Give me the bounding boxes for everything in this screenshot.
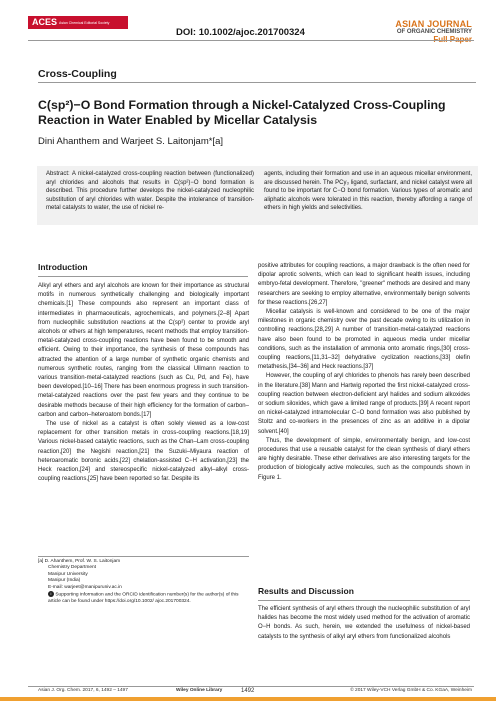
affiliation-dept: Chemistry Department <box>48 565 96 571</box>
introduction-heading: Introduction <box>38 262 88 272</box>
abstract-right-column: agents, including their formation and use in an aqueous micellar environment, are discussed herein. The PCy₃ ligand, surfactant, and nickel catalyst were all found to be important for C−O bond formation. Various types of aromatic and aliphatic alcohols were tolerated in this reaction, thereby affording a range of ethers in high yields and selectivities. <box>264 171 472 211</box>
supporting-info-icon[interactable]: i <box>48 591 54 597</box>
right-paragraph-3: However, the coupling of aryl chlorides to phenols has rarely been described in the literature.[38] Mann and Hartwig reported the first nickel-catalyzed cross-coupling reaction between electron-deficient aryl halides and sodium alkoxides or sodium silоxides, which gave a limited range of products.[39] A recent report on nickel-catalyzed intramolecular C−O bond formation was also published by Stoltz and co-workers in the presences of zinc as an additive in a dipolar solvent.[40] <box>258 373 470 435</box>
doi-label[interactable]: DOI: 10.1002/ajoc.201700324 <box>176 27 305 38</box>
affiliation-location: Manipur (India) <box>48 578 81 584</box>
page-number: 1492 <box>241 688 255 694</box>
results-heading: Results and Discussion <box>258 586 354 596</box>
abstract-left-column: Abstract: A nickel-catalyzed cross-coupling reaction between (functionalized) aryl chlorides and alcohols that results in C(sp²)−O bond formation is described. This procedure further develops the nickel-catalyzed nucleophilic substitution of aryl chlorides with water. Despite the intolerance of transition-metal catalysts to water, the use of nickel re- <box>46 171 254 211</box>
footer-divider <box>28 686 474 687</box>
right-column-body <box>258 262 470 483</box>
footer-copyright: © 2017 Wiley-VCH Verlag GmbH & Co. KGaA, Weinheim <box>350 688 472 693</box>
right-paragraph-1: positive attributes for coupling reactions, a major drawback is the often need for dipolar aprotic solvents, which can lead to significant health issues, including embryo-fetal development. Therefore, "greener" methods are desired and many researchers are seeking to employ alternative, environmentally benign solvents for these reactions.[26,27] <box>258 263 470 306</box>
introduction-body <box>38 282 249 484</box>
supporting-info-link[interactable]: ajoc.201700324. <box>155 598 191 604</box>
intro-paragraph-1: Alkyl aryl ethers and aryl alcohols are known for their importance as structural motifs in numerous synthetically challenging and biologically important chemicals.[1] These compounds also represent an important class of intermediates in pharmaceuticals, agrochemicals, and polymers.[2–8] Apart from nucleophilic substitution reactions at the C(sp²) center to provide aryl alcohols or ethers at high temperatures, recent methods that employ transition-metal-catalyzed cross-coupling reactions have been found to be smooth and efficient. Owing to their importance, the synthesis of these compounds has attracted the attention of a large number of synthetic organic chemists and numerous synthetic routes, ranging from the classical Ullmann reaction to various transition-metal-catalyzed reactions (such as Cu, Pd, and Fe), have been developed.[10–16] There has been enormous progress in such transition-metal-catalyzed reactions over the past few years and they continue to be desirable methods because of their high efficiency for the formation of carbon–carbon and carbon–heteroatom bonds.[17] <box>38 283 249 418</box>
aces-logo-text: ACES <box>32 17 58 27</box>
aces-logo <box>28 16 128 29</box>
supporting-info-note <box>38 591 249 605</box>
journal-name-line2: OF ORGANIC CHEMISTRY <box>396 29 472 35</box>
right-paragraph-2: Micellar catalysis is well-known and considered to be one of the major milestones in organic chemistry over the past decade owing to its utilization in controlling reactions.[28,29] A number of transition-metal-catalyzed reactions have also been found to be promoted in aqueous media under micellar conditions, such as the installation of ammonia onto aromatic rings,[30] cross-coupling reactions,[11,31–32] dehydrative cyclization reactions,[33] olefin metathesis,[34–36] and Heck reactions.[37] <box>258 309 470 371</box>
section-tag-divider <box>38 82 476 83</box>
footer-citation: Asian J. Org. Chem. 2017, 6, 1492 – 1497 <box>38 688 128 693</box>
affiliation-university: Manipur University <box>48 571 88 577</box>
supporting-info-text: Supporting information and the ORCID identification number(s) for the author(s) of this article can be found under https://doi.org/10.1002/ <box>48 592 239 604</box>
results-paragraph-1: The efficient synthesis of aryl ethers through the nucleophilic substitution of aryl halides has become the most widely used method for the activation of aromatic O−H bonds. As such, herein, we extended the usefulness of nickel-based catalysts to the synthesis of alkyl aryl ethers from functionalized alcohols <box>258 606 470 640</box>
journal-name-line1: ASIAN JOURNAL <box>395 19 472 29</box>
header-divider <box>28 40 474 41</box>
aces-logo-subtitle: Asian Chemical Editorial Society <box>59 20 110 25</box>
footnote-divider <box>38 556 249 557</box>
article-title: C(sp²)−O Bond Formation through a Nickel-Catalyzed Cross-Coupling Reaction in Water Enabled by Micellar Catalysis <box>38 98 446 127</box>
affiliation-authors: [a] D. Ahanthem, Prof. W. S. Laitonjam <box>38 559 121 564</box>
footer-library[interactable]: Wiley Online Library <box>176 688 223 693</box>
author-list: Dini Ahanthem and Warjeet S. Laitonjam*[a] <box>38 136 223 147</box>
section-tag: Cross-Coupling <box>38 68 117 80</box>
intro-paragraph-2: The use of nickel as a catalyst is often solely viewed as a low-cost replacement for other transition metals in cross-coupling reactions.[18,19] Various nickel-based catalytic reactions, such as the Chan–Lam cross-coupling reaction,[20] the Negishi reaction,[21] the Suzuki–Miyaura reaction of heteroaromatic boronic acids,[22] chelation-assisted C−H activation,[23] the Heck reaction,[24] and stereospecific nickel-catalyzed alkyl–alkyl cross-coupling reactions,[25] have been reported so far. Despite its <box>38 421 249 483</box>
introduction-divider <box>38 276 248 277</box>
right-paragraph-4: Thus, the development of simple, environmentally benign, and low-cost procedures that use a reusable catalyst for the clean synthesis of diaryl ethers are highly desirable. These ether derivatives are also interesting targets for the production of biologically active molecules, such as the compounds shown in Figure 1. <box>258 437 470 481</box>
affiliation-email[interactable]: E-mail: warjeet@manipuruniv.ac.in <box>48 584 122 590</box>
affiliation-footnote <box>38 559 249 605</box>
footer-accent-bar <box>0 697 496 701</box>
results-divider <box>258 600 470 601</box>
